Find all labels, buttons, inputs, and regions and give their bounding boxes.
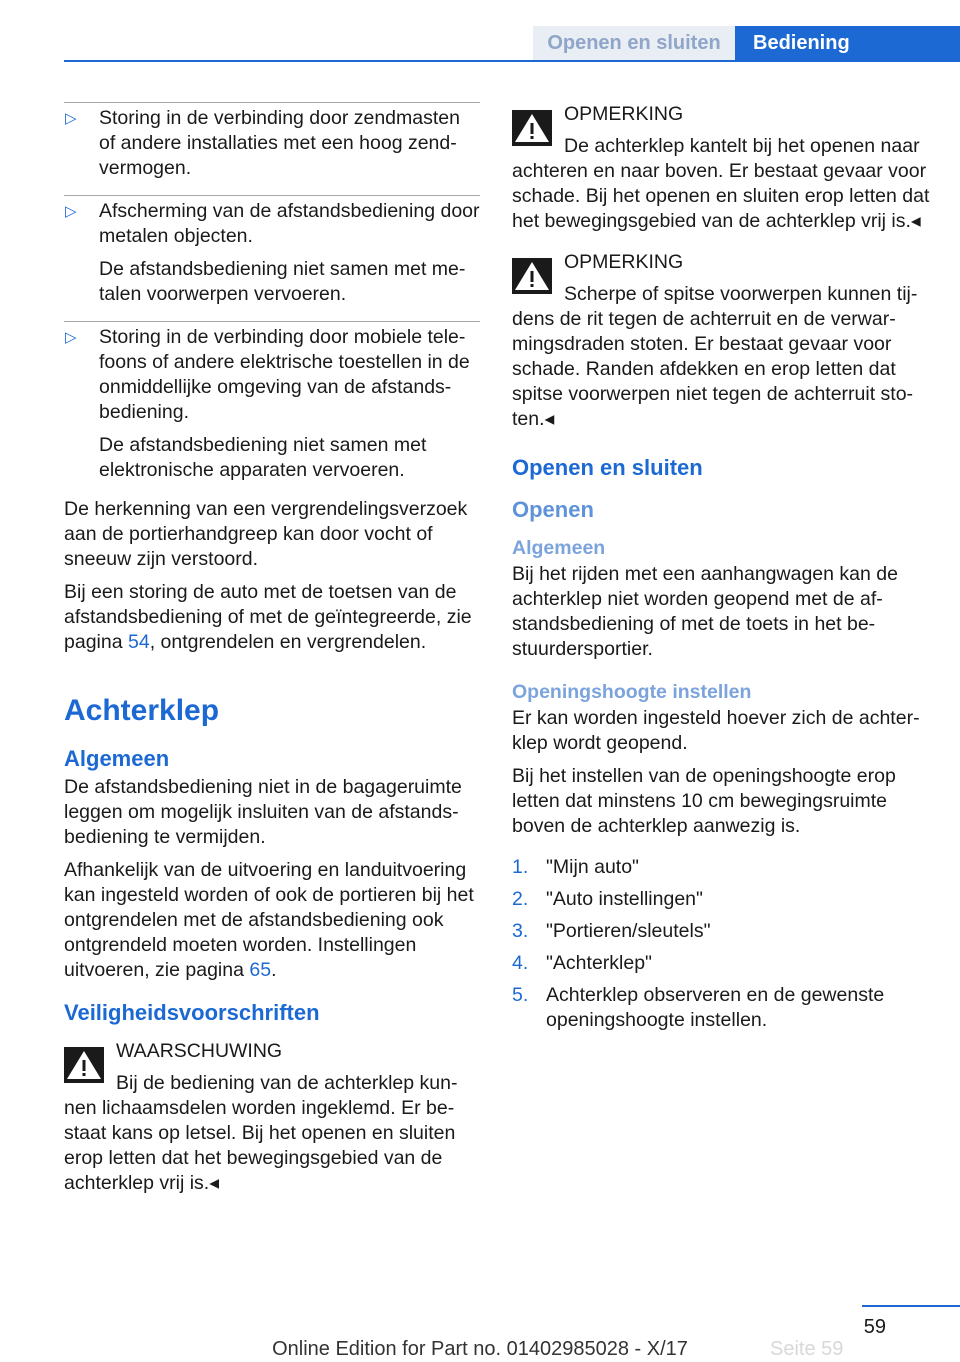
list-item — [512, 983, 930, 1033]
body-paragraph: Er kan worden ingesteld hoever zich de achter‐klep wordt geopend. — [512, 707, 920, 754]
step-number: 2. — [512, 888, 529, 910]
warning-box — [64, 1039, 480, 1196]
bullet-item — [64, 321, 480, 491]
body-paragraph: De afstandsbediening niet in de bagageruimte leggen om mogelijk insluiten van de afstands‐bediening te vermijden. — [64, 776, 462, 848]
triangle-bullet-icon: ▷ — [65, 110, 77, 127]
header-divider — [64, 60, 960, 62]
bullet-text: De afstandsbediening niet samen met me‐talen voorwerpen vervoeren. — [99, 258, 466, 305]
step-text: Achterklep observeren en de gewenste openingshoogte instellen. — [546, 984, 885, 1031]
list-item — [512, 855, 930, 880]
list-item — [512, 887, 930, 912]
notice-box — [512, 102, 930, 234]
warning-text: Bij de bediening van de achterklep kun‐nen lichaamsdelen worden ingeklemd. Er be‐staat kans op letsel. Bij het openen en sluiten erop letten dat het bewegingsgebied van de achterklep vrij is.◂ — [64, 1072, 458, 1194]
bullet-text: Afscherming van de afstandsbediening door metalen objecten. — [99, 200, 480, 247]
list-item — [512, 951, 930, 976]
step-number: 3. — [512, 920, 529, 942]
warning-title: WAARSCHUWING — [116, 1040, 283, 1062]
bullet-text: Storing in de verbinding door zendmasten of andere installaties met een hoog zend‐vermogen. — [99, 107, 460, 179]
right-column — [512, 102, 930, 1040]
header-chapter-tab: Bediening — [735, 26, 960, 60]
notice-box — [512, 250, 930, 432]
page-link[interactable]: 65 — [249, 959, 272, 981]
body-paragraph: De herkenning van een vergrendelingsverzoek aan de portierhandgreep kan door vocht of sneeuw zijn verstoord. — [64, 498, 468, 570]
notice-text: De achterklep kantelt bij het openen naar achteren en naar boven. Er bestaat gevaar voor schade. Bij het openen en sluiten erop letten dat het bewegingsgebied van de achterklep vrij is.◂ — [512, 135, 930, 232]
list-item — [512, 919, 930, 944]
body-paragraph: Bij het rijden met een aanhangwagen kan de achterklep niet worden geopend met de af‐standsbediening of met de toets in het be‐stuurdersportier. — [512, 563, 898, 660]
subheading-algemeen: Algemeen — [512, 537, 606, 559]
warning-triangle-icon — [64, 1047, 104, 1083]
subheading-openen: Openen — [512, 497, 594, 522]
subheading-openen-en-sluiten: Openen en sluiten — [512, 455, 703, 480]
step-number: 5. — [512, 984, 529, 1006]
triangle-bullet-icon: ▷ — [65, 329, 77, 346]
subheading-openingshoogte: Openingshoogte instellen — [512, 681, 752, 703]
body-paragraph: Bij een storing de auto met de toetsen van de afstandsbediening of met de geïntegreerde, zie pagina 54, ontgrendelen en vergrendelen. — [64, 581, 472, 653]
page-link[interactable]: 54 — [127, 631, 150, 653]
warning-triangle-icon — [512, 110, 552, 146]
step-number: 4. — [512, 952, 529, 974]
edition-footer: Online Edition for Part no. 01402985028 - X/17 — [272, 1338, 688, 1360]
bullet-text: De afstandsbediening niet samen met elektronische apparaten vervoeren. — [99, 434, 427, 481]
page-number: 59 — [863, 1316, 886, 1338]
subheading-veiligheidsvoorschriften: Veiligheidsvoorschriften — [64, 1000, 320, 1025]
section-heading-achterklep: Achterklep — [64, 694, 220, 727]
header-section-tab: Openen en sluiten — [533, 26, 735, 60]
footer-divider — [862, 1305, 960, 1307]
body-paragraph: Bij het instellen van de openingshoogte erop letten dat minstens 10 cm bewegingsruimte boven de achterklep aanwezig is. — [512, 765, 896, 837]
bullet-item — [64, 195, 480, 315]
step-text: "Auto instellingen" — [546, 888, 703, 910]
notice-title: OPMERKING — [564, 103, 684, 125]
watermark: Seite 59 — [770, 1338, 844, 1360]
bullet-item — [64, 102, 480, 189]
step-text: "Mijn auto" — [546, 856, 639, 878]
warning-triangle-icon — [512, 258, 552, 294]
step-text: "Portieren/sleutels" — [546, 920, 711, 942]
subheading-algemeen: Algemeen — [64, 746, 170, 771]
notice-title: OPMERKING — [564, 251, 684, 273]
bullet-text: Storing in de verbinding door mobiele tele‐foons of andere elektrische toestellen in de onmiddellijke omgeving van de afstands‐bediening. — [99, 326, 470, 423]
notice-text: Scherpe of spitse voorwerpen kunnen tij‐dens de rit tegen de achterruit en de verwar‐mingsdraden stoten. Er bestaat gevaar voor schade. Randen afdekken en erop letten dat spitse voorwerpen niet tegen de achterruit sto‐ten.◂ — [512, 283, 918, 430]
triangle-bullet-icon: ▷ — [65, 203, 77, 220]
left-column — [64, 102, 480, 1212]
body-paragraph: Afhankelijk van de uitvoering en landuitvoering kan ingesteld worden of ook de portieren bij het ontgrendelen met de afstandsbediening ook ontgrendeld moeten worden. Instellingen uitvoeren, zie pagina 65. — [64, 859, 474, 981]
step-text: "Achterklep" — [546, 952, 652, 974]
step-number: 1. — [512, 856, 529, 878]
